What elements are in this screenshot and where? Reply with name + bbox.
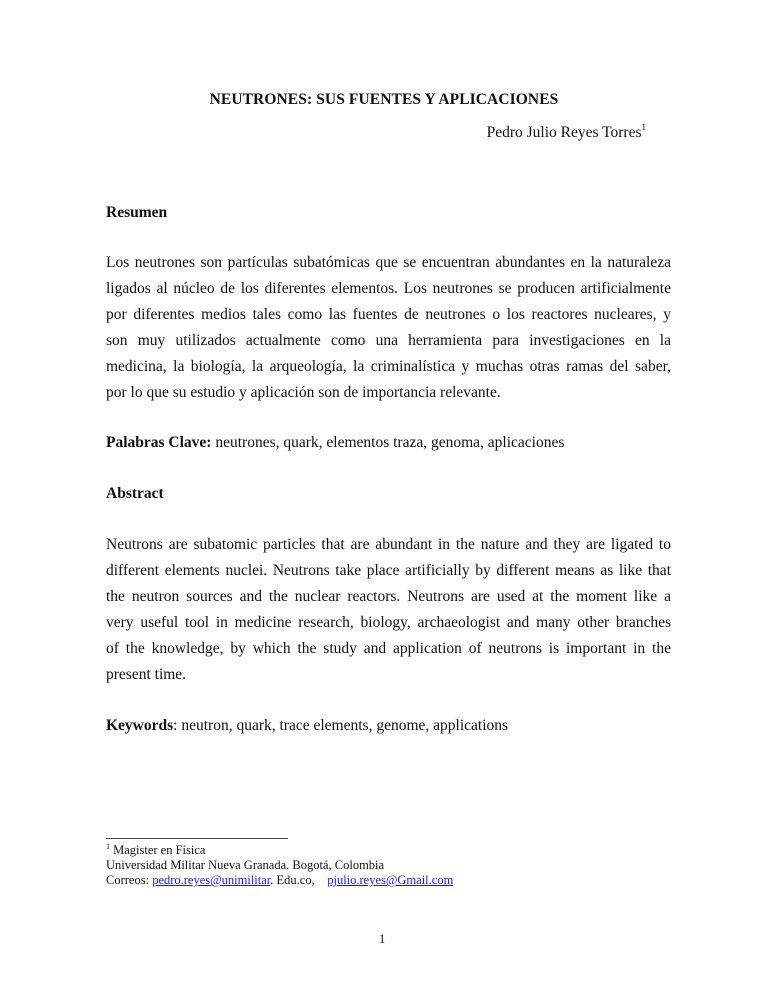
palabras-clave xyxy=(106,434,564,452)
resumen-line: ligados al núcleo de los diferentes elementos. Los neutrones se producen artificialmente xyxy=(106,280,671,297)
palabras-clave-value: neutrones, quark, elementos traza, genoma, aplicaciones xyxy=(211,434,565,451)
footnote-line-3 xyxy=(106,873,453,888)
abstract-paragraph xyxy=(106,532,671,688)
resumen-line: por lo que su estudio y aplicación son de importancia relevante. xyxy=(106,384,501,401)
abstract-line: of the knowledge, by which the study and application of neutrons is important in the xyxy=(106,640,671,657)
abstract-heading: Abstract xyxy=(106,485,164,502)
email-link-unimilitar[interactable]: pedro.reyes@unimilitar xyxy=(152,873,271,887)
page-number: 1 xyxy=(379,932,386,946)
footnote-line-1 xyxy=(106,843,453,858)
keywords-label: Keywords xyxy=(106,717,174,734)
footnote-line-2: Universidad Militar Nueva Granada. Bogotá, Colombia xyxy=(106,858,385,872)
resumen-paragraph xyxy=(106,250,671,406)
keywords xyxy=(106,717,508,735)
abstract-line: different elements nuclei. Neutrons take place artificially by different means as like that xyxy=(106,562,671,579)
author-name-text: Pedro Julio Reyes Torres xyxy=(486,124,642,141)
abstract-line: very useful tool in medicine research, biology, archaeologist and many other branches xyxy=(106,614,671,631)
abstract-line: present time. xyxy=(106,666,187,683)
resumen-line: Los neutrones son partículas subatómicas que se encuentran abundantes en la naturaleza xyxy=(106,254,671,271)
resumen-line: son muy utilizados actualmente como una herramienta para investigaciones en la xyxy=(106,332,671,349)
footnote xyxy=(106,843,453,888)
footnote-emails-label: Correos: xyxy=(106,873,153,887)
footnote-divider xyxy=(106,838,288,839)
keywords-value: : neutron, quark, trace elements, genome, applications xyxy=(173,717,509,734)
footnote-degree: Magister en Física xyxy=(110,843,206,857)
email-suffix: . Edu.co, xyxy=(270,873,328,887)
footnote-mark: 1 xyxy=(106,842,110,851)
email-link-gmail[interactable]: pjulio.reyes@Gmail.com xyxy=(327,873,454,887)
author-name xyxy=(487,124,646,142)
abstract-line: Neutrons are subatomic particles that are abundant in the nature and they are ligated to xyxy=(106,536,671,553)
resumen-line: por diferentes medios tales como las fuentes de neutrones o los reactores nucleares, y xyxy=(106,306,671,323)
paper-title: NEUTRONES: SUS FUENTES Y APLICACIONES xyxy=(209,91,559,108)
resumen-heading: Resumen xyxy=(106,204,168,221)
resumen-line: medicina, la biología, la arqueología, la criminalística y muchas otras ramas del saber, xyxy=(106,358,671,375)
footnote-marker: 1 xyxy=(641,122,646,132)
palabras-clave-label: Palabras Clave: xyxy=(106,434,212,451)
abstract-line: the neutron sources and the nuclear reactors. Neutrons are used at the moment like a xyxy=(106,588,671,605)
